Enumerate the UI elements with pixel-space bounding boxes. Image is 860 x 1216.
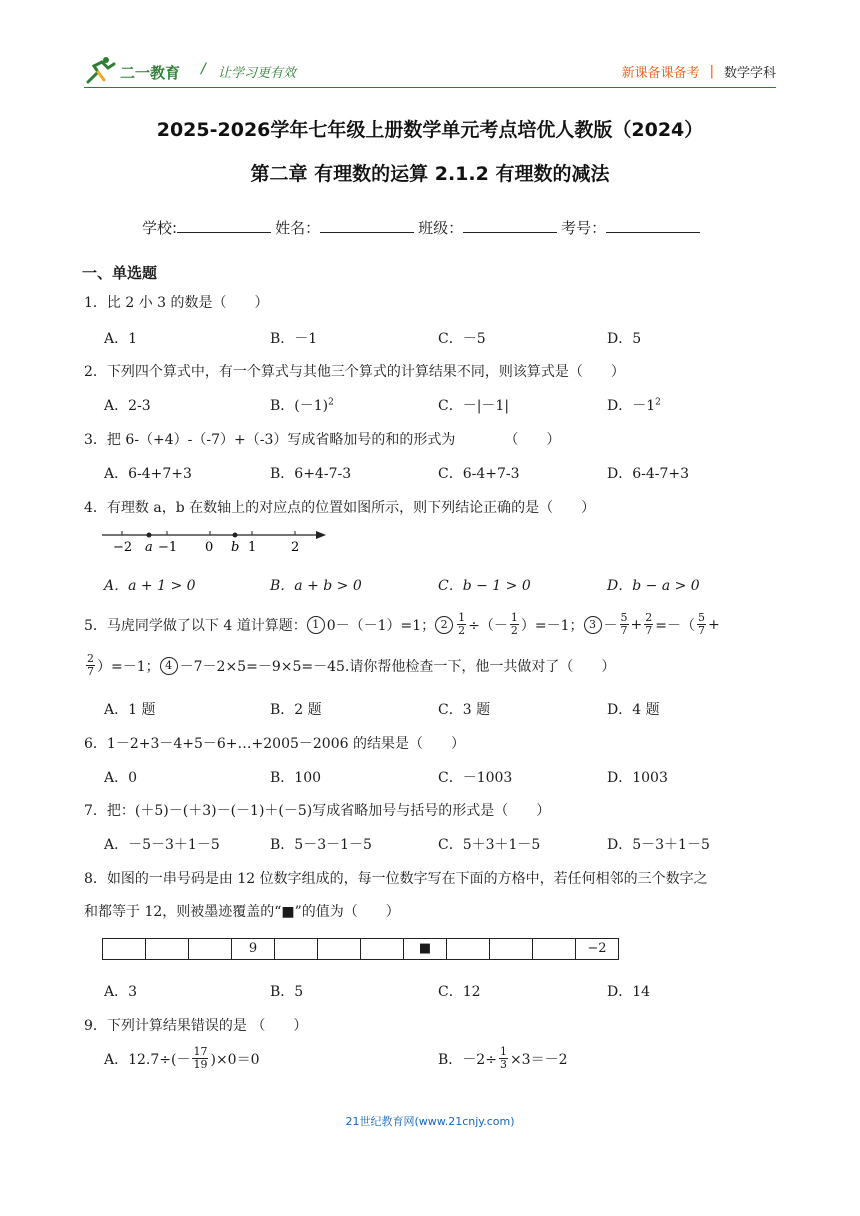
question-5-line-1 — [84, 612, 720, 637]
page-title: 2025-2026学年七年级上册数学单元考点培优人教版（2024） — [156, 119, 704, 141]
q4-option-b[interactable]: B．a + b > 0 — [270, 578, 362, 594]
grid-cell — [188, 938, 232, 960]
grid-cell — [102, 938, 146, 960]
point-b — [233, 533, 238, 538]
q4-option-d[interactable]: D．b − a > 0 — [607, 578, 700, 594]
label-a: a — [145, 540, 153, 554]
label-2: 2 — [291, 540, 300, 554]
q8-option-a[interactable]: A．3 — [104, 984, 138, 1000]
page-subtitle: 第二章 有理数的运算 2.1.2 有理数的减法 — [250, 163, 610, 185]
section-title: 一、单选题 — [82, 264, 158, 282]
exam-number-blank[interactable] — [606, 217, 700, 233]
question-5-line-2 — [84, 653, 615, 678]
digit-grid — [103, 938, 619, 960]
q5-calc-3a: － — [603, 617, 618, 634]
q9-option-a-text-2: )×0＝0 — [210, 1051, 260, 1068]
q2-option-a[interactable]: A．2-3 — [104, 398, 151, 414]
q5-frac-2-7-a: $\frac{2}{7}$ — [645, 611, 653, 637]
q3-option-c[interactable]: C．6-4+7-3 — [438, 466, 520, 482]
header-right — [622, 62, 776, 81]
q2-option-d-text: D．－1 — [607, 398, 656, 414]
q5-calc-4: －7－2×5=－9×5=－45.请你帮他检查一下，他一共做对了（ ） — [179, 658, 616, 675]
q5-option-a[interactable]: A．1 题 — [104, 702, 156, 718]
grid-cell — [274, 938, 318, 960]
grid-cell: 9 — [231, 938, 275, 960]
header-separator: | — [709, 64, 714, 79]
grid-cell — [145, 938, 189, 960]
q1-option-b[interactable]: B．－1 — [270, 331, 318, 347]
school-label: 学校: — [142, 219, 178, 237]
q1-option-d[interactable]: D．5 — [607, 331, 642, 347]
q3-option-d[interactable]: D．6-4-7+3 — [607, 466, 690, 482]
question-7: 7．把：(＋5)－(＋3)－(－1)＋(－5)写成省略加号与括号的形式是（ ） — [84, 803, 551, 819]
q3-option-a[interactable]: A．6-4+7+3 — [104, 466, 192, 482]
q8-option-d[interactable]: D．14 — [607, 984, 651, 1000]
q6-option-a[interactable]: A．0 — [104, 770, 138, 786]
student-info-line — [142, 217, 704, 238]
q9-frac-17-19: $\frac{17}{19}$ — [193, 1045, 208, 1071]
label-0: 0 — [205, 540, 214, 554]
q4-option-a[interactable]: A．a + 1 > 0 — [104, 578, 196, 594]
question-8-line-2: 和都等于 12，则被墨迹覆盖的“■”的值为（ ） — [84, 904, 400, 920]
q8-option-b[interactable]: B．5 — [270, 984, 304, 1000]
q2-option-c[interactable]: C．－|－1| — [438, 398, 510, 414]
q7-option-a[interactable]: A．－5－3＋1－5 — [104, 837, 220, 853]
q9-frac-1-3: $\frac{1}{3}$ — [499, 1045, 507, 1071]
grid-cell — [489, 938, 533, 960]
logo — [84, 56, 196, 86]
q9-option-b-text-1: B．－2÷ — [438, 1051, 497, 1068]
q5-intro: 5．马虎同学做了以下 4 道计算题： — [84, 617, 307, 634]
q2-option-b[interactable] — [270, 395, 334, 415]
q9-option-a-text-1: A．12.7÷(－ — [104, 1051, 191, 1068]
name-label: 姓名： — [275, 219, 321, 237]
q3-option-b[interactable]: B．6+4-7-3 — [270, 466, 352, 482]
q4-option-c[interactable]: C．b − 1 > 0 — [438, 578, 531, 594]
grid-cell — [446, 938, 490, 960]
q5-calc-2b: ）=－1； — [520, 617, 584, 634]
label-1: 1 — [248, 540, 257, 554]
question-9: 9．下列计算结果错误的是 （ ） — [84, 1018, 308, 1034]
q2-option-d-exponent: 2 — [655, 397, 661, 408]
q8-option-c[interactable]: C．12 — [438, 984, 481, 1000]
exam-number-label: 考号： — [561, 219, 607, 237]
header-slogan: 让学习更有效 — [218, 66, 297, 81]
q6-option-c[interactable]: C．－1003 — [438, 770, 513, 786]
point-a — [147, 533, 152, 538]
label-minus-1: −1 — [158, 540, 178, 554]
q5-option-d[interactable]: D．4 题 — [607, 702, 660, 718]
footer-site[interactable]: 21世纪教育网(www.21cnjy.com) — [345, 1115, 515, 1128]
grid-cell — [317, 938, 361, 960]
question-6: 6．1－2+3－4+5－6+…+2005－2006 的结果是（ ） — [84, 736, 465, 752]
name-blank[interactable] — [320, 217, 414, 233]
q5-option-c[interactable]: C．3 题 — [438, 702, 491, 718]
grid-cell — [360, 938, 404, 960]
q5-calc-3c: ）=－1； — [97, 658, 160, 675]
q5-frac-half-a: $\frac{1}{2}$ — [458, 611, 466, 637]
header-label-subject: 数学学科 — [723, 66, 776, 81]
question-1: 1．比 2 小 3 的数是（ ） — [84, 295, 269, 311]
question-4: 4．有理数 a，b 在数轴上的对应点的位置如图所示，则下列结论正确的是（ ） — [84, 500, 596, 516]
q6-option-b[interactable]: B．100 — [270, 770, 322, 786]
q5-circled-2: 2 — [435, 616, 453, 634]
q7-option-d[interactable]: D．5－3＋1－5 — [607, 837, 710, 853]
header-slash: / — [201, 61, 206, 77]
label-b: b — [231, 540, 240, 554]
header-divider — [84, 87, 776, 88]
grid-cell: −2 — [575, 938, 619, 960]
q5-calc-2a: ÷（－ — [468, 617, 508, 634]
q5-frac-half-b: $\frac{1}{2}$ — [510, 611, 518, 637]
q5-calc-1: 0－（－1）=1； — [326, 617, 436, 634]
q9-option-b[interactable] — [438, 1046, 567, 1071]
q5-circled-4: 4 — [160, 657, 178, 675]
class-blank[interactable] — [463, 217, 557, 233]
q5-frac-5-7-b: $\frac{5}{7}$ — [698, 611, 706, 637]
number-line-arrow-icon — [316, 531, 326, 539]
q6-option-d[interactable]: D．1003 — [607, 770, 668, 786]
question-3: 3．把 6-（+4）-（-7）+（-3）写成省略加号的和的形式为 （ ） — [84, 432, 561, 448]
logo-runner-icon — [84, 56, 196, 86]
question-2: 2．下列四个算式中，有一个算式与其他三个算式的计算结果不同，则该算式是（ ） — [84, 364, 625, 380]
q5-frac-5-7-a: $\frac{5}{7}$ — [620, 611, 628, 637]
logo-text: 二一教育 — [120, 64, 181, 82]
q1-option-a[interactable]: A．1 — [104, 331, 138, 347]
q5-circled-3: 3 — [584, 616, 602, 634]
q9-option-a[interactable] — [104, 1046, 260, 1071]
class-label: 班级： — [418, 219, 464, 237]
grid-cell-ink-blot: ■ — [403, 938, 447, 960]
q7-option-c[interactable]: C．5＋3＋1－5 — [438, 837, 541, 853]
school-blank[interactable] — [177, 217, 271, 233]
q5-circled-1: 1 — [307, 616, 325, 634]
q5-frac-2-7-b: $\frac{2}{7}$ — [87, 652, 94, 678]
header-label-course: 新课备课备考 — [621, 66, 700, 81]
q2-option-d[interactable] — [607, 395, 661, 415]
q2-option-b-text: B．(－1) — [270, 398, 329, 414]
number-line-figure — [100, 524, 330, 554]
q1-option-c[interactable]: C．－5 — [438, 331, 486, 347]
q2-option-b-exponent: 2 — [328, 397, 334, 408]
question-8-line-1: 8．如图的一串号码是由 12 位数字组成的，每一位数字写在下面的方格中，若任何相邻的三个数字之 — [84, 871, 708, 887]
grid-cell — [532, 938, 576, 960]
q7-option-b[interactable]: B．5－3－1－5 — [270, 837, 372, 853]
q5-calc-3b: =－（ — [655, 617, 696, 634]
q5-plus-2: + — [708, 616, 720, 633]
label-minus-2: −2 — [113, 540, 133, 554]
q5-plus: + — [630, 616, 643, 633]
q9-option-b-text-2: ×3＝－2 — [509, 1051, 568, 1068]
q5-option-b[interactable]: B．2 题 — [270, 702, 322, 718]
